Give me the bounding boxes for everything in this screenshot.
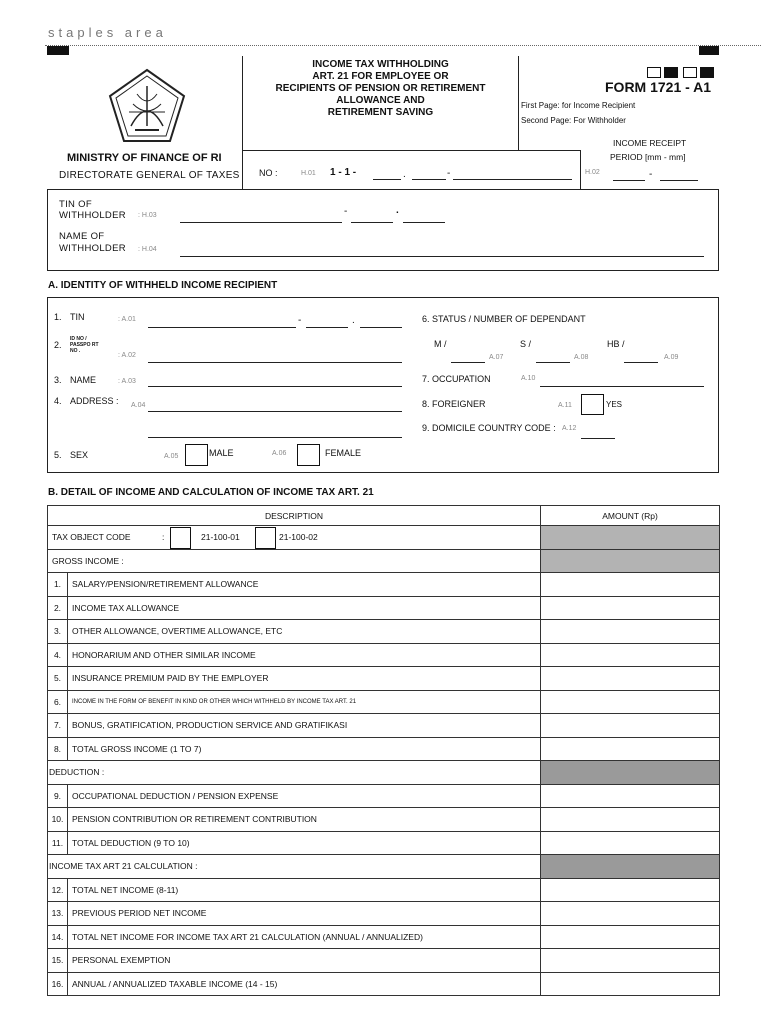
recipient-id-code: : A.02 [118,352,136,359]
form-title-line: RECIPIENTS OF PENSION OR RETIREMENT [275,83,486,94]
withholder-box [47,189,719,271]
foreigner-yes: YES [606,400,623,409]
withholder-tin-field-3[interactable] [403,222,445,223]
recipient-address-code: A.04 [131,402,146,409]
staples-dotted-line [45,45,761,46]
period-label-1: INCOME RECEIPT [613,138,687,148]
row-description: SALARY/PENSION/RETIREMENT ALLOWANCE [68,573,541,597]
recipient-address-field-1[interactable] [148,411,402,412]
recipient-tin-field-1[interactable] [148,327,296,328]
tax-code-2-checkbox[interactable] [255,527,276,549]
ministry-name: MINISTRY OF FINANCE OF RI [67,152,222,164]
row-number: 9. [48,784,68,808]
recipient-id-field[interactable] [148,362,402,363]
recipient-tin-field-2[interactable] [306,327,348,328]
domicile-field[interactable] [581,438,615,439]
recipient-id-label-line: ID NO / [70,336,87,342]
no-prefix: 1 - 1 - [330,167,357,178]
recipient-id-num: 2. [54,340,62,350]
form-title [243,59,518,119]
row-description: TOTAL NET INCOME (8-11) [68,878,541,902]
recipient-sex-label: SEX [70,450,89,460]
row-number: 15. [48,949,68,973]
table-row [48,737,720,761]
withholder-name-field[interactable] [180,256,704,257]
status-label: 6. STATUS / NUMBER OF DEPENDANT [422,314,586,324]
page-marker-filled [700,67,714,78]
withholder-tin-label-line: TIN OF [59,199,92,210]
header-hline [242,150,581,151]
no-label: NO : [259,168,278,178]
tax-object-amount-cell [541,526,720,550]
foreigner-label: 8. FOREIGNER [422,399,486,409]
amount-input-cell[interactable] [541,737,720,761]
row-description: INCOME TAX ALLOWANCE [68,596,541,620]
status-a09-code: A.09 [664,354,679,361]
recipient-name-field[interactable] [148,386,402,387]
withholder-tin-dot: . [396,205,399,216]
table-row [48,878,720,902]
gross-income-amount-cell [541,549,720,573]
table-row [48,596,720,620]
header-divider-2 [518,56,519,150]
section-a-box [47,297,719,473]
recipient-name-num: 3. [54,375,62,385]
no-dot: . [403,169,406,180]
row-description: ANNUAL / ANNUALIZED TAXABLE INCOME (14 - 15) [68,972,541,996]
tax-code-1-checkbox[interactable] [170,527,191,549]
table-row [48,902,720,926]
row-number: 5. [48,667,68,691]
amount-input-cell[interactable] [541,808,720,832]
row-number: 4. [48,643,68,667]
status-s: S / [520,339,532,349]
period-dash: - [649,169,653,180]
corner-marker-right [699,46,719,55]
row-number: 1. [48,573,68,597]
recipient-tin-label: TIN [70,312,85,322]
row-number: 16. [48,972,68,996]
table-row [48,714,720,738]
col-amount-header: AMOUNT (Rp) [541,506,720,526]
form-number: FORM 1721 - A1 [605,79,712,95]
row-number: 13. [48,902,68,926]
withholder-name-label-line: NAME OF [59,231,105,242]
table-row [48,972,720,996]
second-page-note: Second Page: For Withholder [521,116,626,125]
amount-input-cell[interactable] [541,902,720,926]
tax-object-colon: : [162,532,165,542]
amount-input-cell[interactable] [541,878,720,902]
table-row [48,831,720,855]
form-title-line: RETIREMENT SAVING [327,107,434,118]
table-row [48,573,720,597]
withholder-name-label-line: WITHHOLDER [59,243,126,254]
status-a08-code: A.08 [574,354,589,361]
table-row [48,667,720,691]
row-description: INSURANCE PREMIUM PAID BY THE EMPLOYER [68,667,541,691]
status-m-field[interactable] [451,362,485,363]
withholder-name-label [59,231,126,255]
recipient-address-num: 4. [54,396,62,406]
row-description: OTHER ALLOWANCE, OVERTIME ALLOWANCE, ETC [68,620,541,644]
amount-input-cell[interactable] [541,925,720,949]
amount-input-cell[interactable] [541,784,720,808]
recipient-name-code: : A.03 [118,378,136,385]
no-field-2[interactable] [412,179,446,180]
status-hb-field[interactable] [624,362,658,363]
withholder-name-code: : H.04 [138,246,157,253]
section-b-title: B. DETAIL OF INCOME AND CALCULATION OF INCOME TAX ART. 21 [48,487,374,498]
row-description: BONUS, GRATIFICATION, PRODUCTION SERVICE AND GRATIFIKASI [68,714,541,738]
amount-input-cell[interactable] [541,949,720,973]
table-row [48,808,720,832]
amount-input-cell[interactable] [541,690,720,714]
withholder-tin-code: : H.03 [138,212,157,219]
deduction-label: DEDUCTION : [48,761,541,785]
section-a-title: A. IDENTITY OF WITHHELD INCOME RECIPIENT [48,280,278,291]
no-dash: - [447,168,451,179]
form-header [47,56,719,189]
deduction-header-row [48,761,720,785]
gross-income-header-row [48,549,720,573]
table-header-row [48,506,720,526]
period-end-field[interactable] [660,180,698,181]
tax-object-row [48,526,720,550]
withholder-tin-label [59,199,126,221]
status-hb: HB / [607,339,625,349]
occupation-label: 7. OCCUPATION [422,374,491,384]
table-row [48,690,720,714]
female-code: A.06 [272,450,287,457]
row-number: 11. [48,831,68,855]
recipient-tin-num: 1. [54,312,62,322]
row-number: 14. [48,925,68,949]
withholder-tin-field-1[interactable] [180,222,342,223]
period-label-2: PERIOD [mm - mm] [610,152,686,162]
calc-label: INCOME TAX ART 21 CALCULATION : [48,855,541,879]
row-description: TOTAL DEDUCTION (9 TO 10) [68,831,541,855]
recipient-address-label: ADDRESS : [70,396,119,406]
amount-input-cell[interactable] [541,620,720,644]
amount-input-cell[interactable] [541,714,720,738]
row-number: 8. [48,737,68,761]
no-field-1[interactable] [373,179,401,180]
female-checkbox[interactable] [297,444,320,466]
recipient-sex-num: 5. [54,450,62,460]
recipient-id-label [70,336,99,354]
row-description: INCOME IN THE FORM OF BENEFIT IN KIND OR OTHER WHICH WITHHELD BY INCOME TAX ART. 21 [68,690,541,714]
row-number: 2. [48,596,68,620]
amount-input-cell[interactable] [541,667,720,691]
recipient-address-field-2[interactable] [148,437,402,438]
directorate-name: DIRECTORATE GENERAL OF TAXES [59,170,240,181]
tax-object-label: TAX OBJECT CODE [52,532,131,543]
male-checkbox[interactable] [185,444,208,466]
row-description: OCCUPATIONAL DEDUCTION / PENSION EXPENSE [68,784,541,808]
row-description: PREVIOUS PERIOD NET INCOME [68,902,541,926]
recipient-tin-dash: - [298,315,302,326]
tax-code-1-label: 21-100-01 [201,532,240,542]
deduction-amount-cell [541,761,720,785]
domicile-label: 9. DOMICILE COUNTRY CODE : [422,423,556,433]
row-description: TOTAL GROSS INCOME (1 TO 7) [68,737,541,761]
domicile-code: A.12 [562,425,577,432]
amount-input-cell[interactable] [541,596,720,620]
tax-object-cell [48,526,541,550]
status-m: M / [434,339,447,349]
row-description: TOTAL NET INCOME FOR INCOME TAX ART 21 CALCULATION (ANNUAL / ANNUALIZED) [68,925,541,949]
ministry-emblem-icon [107,68,187,144]
row-number: 6. [48,690,68,714]
row-number: 3. [48,620,68,644]
withholder-tin-dash: - [344,206,348,217]
foreigner-code: A.11 [558,402,572,409]
amount-input-cell[interactable] [541,643,720,667]
amount-input-cell[interactable] [541,573,720,597]
recipient-tin-dot: . [352,315,355,326]
calc-amount-cell [541,855,720,879]
no-code: H.01 [301,170,316,177]
foreigner-checkbox[interactable] [581,394,604,415]
calc-header-row [48,855,720,879]
form-title-line: INCOME TAX WITHHOLDING [312,59,449,70]
gross-income-label: GROSS INCOME : [48,549,541,573]
row-description: PENSION CONTRIBUTION OR RETIREMENT CONTRIBUTION [68,808,541,832]
first-page-note: First Page: for Income Recipient [521,101,636,110]
row-number: 10. [48,808,68,832]
occupation-field[interactable] [540,386,704,387]
female-label: FEMALE [325,448,362,458]
row-description: PERSONAL EXEMPTION [68,949,541,973]
staples-area-label: staples area [48,25,167,40]
table-row [48,784,720,808]
status-a07-code: A.07 [489,354,504,361]
table-row [48,925,720,949]
occupation-code: A.10 [521,375,536,382]
table-row [48,949,720,973]
amount-input-cell[interactable] [541,831,720,855]
male-label: MALE [209,448,234,458]
status-s-field[interactable] [536,362,570,363]
corner-marker-left [47,46,69,55]
no-field-3[interactable] [453,179,572,180]
page-marker-box [683,67,697,78]
page-marker-filled [664,67,678,78]
income-detail-table [47,505,720,996]
withholder-tin-label-line: WITHHOLDER [59,210,126,221]
recipient-id-label-line: NO . [70,348,81,354]
period-code: H.02 [585,169,600,176]
row-description: HONORARIUM AND OTHER SIMILAR INCOME [68,643,541,667]
row-number: 7. [48,714,68,738]
table-row [48,643,720,667]
period-start-field[interactable] [613,180,645,181]
recipient-tin-code: : A.01 [118,316,136,323]
row-number: 12. [48,878,68,902]
withholder-tin-field-2[interactable] [351,222,393,223]
recipient-name-label: NAME [70,375,97,385]
form-title-line: ART. 21 FOR EMPLOYEE OR [312,71,449,82]
amount-input-cell[interactable] [541,972,720,996]
header-divider-3 [580,150,581,189]
col-description-header: DESCRIPTION [48,506,541,526]
recipient-tin-field-3[interactable] [360,327,402,328]
page-marker-box [647,67,661,78]
tax-code-2-label: 21-100-02 [279,532,318,542]
male-code: A.05 [164,453,179,460]
form-title-line: ALLOWANCE AND [336,95,425,106]
recipient-id-label-line: PASSPO RT [70,342,99,348]
table-row [48,620,720,644]
